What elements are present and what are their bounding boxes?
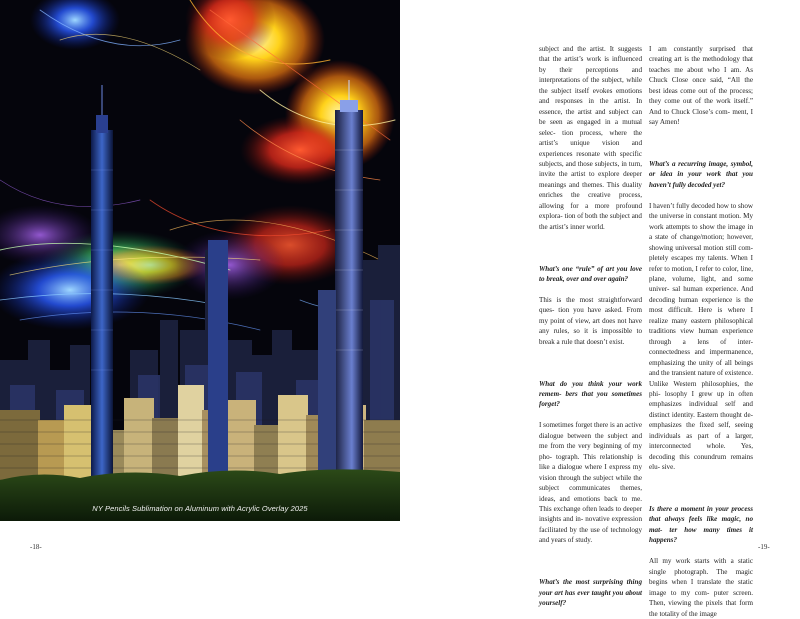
text-line: philosophical traditions view human <box>649 316 753 336</box>
text-line: often leads to deeper insights and in- <box>539 504 643 524</box>
text-line: the process; they come out of the work <box>649 86 753 106</box>
paragraph <box>649 201 753 473</box>
text-line: tion of both the subject and the artist’s <box>539 212 642 231</box>
text-line: decoding this conundrum remains elu- <box>649 452 753 472</box>
text-line: work attempts to show the image in <box>649 222 753 231</box>
question-heading <box>539 264 642 285</box>
text-line: tion you have asked. From my point <box>539 306 642 325</box>
text-line: This is the most straightforward ques- <box>539 295 642 315</box>
text-line: and the transient nature of existence. <box>649 369 753 378</box>
text-line: dialogue where I express my vision <box>539 463 642 482</box>
text-line: break, over and over again? <box>546 275 629 283</box>
text-line: What’s one “rule” of art you love to <box>539 264 642 283</box>
text-line: itself.” And to Chuck Close’s com- <box>649 97 753 116</box>
page-number-right: -19- <box>758 543 770 551</box>
text-line: sive. <box>661 463 676 472</box>
text-line: showing universal motion still com- <box>649 243 753 252</box>
text-line: ter how many times it happens? <box>649 525 754 545</box>
text-line: photograph. The magic begins when I <box>649 567 753 587</box>
text-line: through the subject while the subject <box>539 473 642 493</box>
text-line: bers that you sometimes forget? <box>539 390 642 409</box>
question-heading <box>649 504 753 546</box>
text-line: sal human experience. And decoding <box>649 285 753 304</box>
text-line: experience through a lens of inter- <box>649 327 753 346</box>
text-line: of a larger, interconnected whole. Yes, <box>649 431 753 451</box>
text-line: What’s the most surprising thing <box>539 578 642 587</box>
text-line: What’s a recurring image, symbol, <box>649 160 753 169</box>
question-heading <box>649 159 753 190</box>
text-line: subject, while the subject itself evokes <box>539 76 642 95</box>
text-line: deeper meanings and themes. This <box>539 170 643 189</box>
text-line: or idea in your work that you haven’t <box>649 170 753 189</box>
text-line: I haven’t fully decoded how to show <box>649 201 753 210</box>
text-line: the universe in constant motion. My <box>649 212 753 221</box>
text-line: that form the totality of the image <box>649 599 753 618</box>
text-column-1 <box>539 44 642 609</box>
text-line: of view, art does not have any rules, <box>539 316 643 336</box>
text-line: ment, I say Amen! <box>649 107 753 127</box>
text-line: that always feels like magic, no mat- <box>649 515 753 534</box>
paragraph <box>539 420 642 545</box>
text-line: subject and the artist. It suggests that <box>539 45 642 64</box>
text-line: be seen as engaged in a mutual selec- <box>539 118 642 137</box>
text-line: about who I am. As Chuck Close once <box>649 65 753 85</box>
text-line: communicates themes, ideas, and <box>539 484 642 503</box>
text-line: I am constantly surprised that creating <box>649 45 753 64</box>
text-line: specific subjects, and those subjects, <box>539 149 642 168</box>
text-line: your art has ever taught you about <box>539 588 642 597</box>
text-line: in turn, invite the artist to explore <box>539 159 643 179</box>
question-heading <box>539 379 642 410</box>
right-supertall-tower <box>335 80 363 521</box>
text-line: translate the static image to my com- <box>649 578 753 597</box>
text-line: plane, volume, light, and some univer- <box>649 274 753 294</box>
artwork-caption: NY Pencils Sublimation on Aluminum with Acrylic Overlay 2025 <box>92 504 308 513</box>
page-number-left: -18- <box>30 543 42 551</box>
artwork-image <box>0 0 400 521</box>
park-trees <box>0 469 400 521</box>
text-line: puter screen. Then, viewing the pixels <box>649 588 753 608</box>
text-line: losophy I grew up in often emphasizes <box>649 389 753 409</box>
text-line: a state of change/motion; however, <box>649 233 753 242</box>
text-line: doesn’t exist. <box>586 337 625 346</box>
text-line: perceptions and interpretations of the <box>539 65 643 85</box>
text-line: tion process, where the artist’s unique <box>539 128 642 148</box>
left-supertall-tower <box>91 85 113 521</box>
question-heading <box>539 577 642 608</box>
text-line: art is the methodology that teaches me <box>649 55 754 74</box>
text-line: the artist’s work is influenced by their <box>539 55 642 74</box>
text-line: Here is where I realize many eastern <box>649 306 753 325</box>
text-line: said, “All the best ideas come out of <box>649 76 753 95</box>
text-line: Unlike Western philosophies, the phi- <box>649 379 753 398</box>
text-line: novative expression facilitated by the <box>539 515 643 534</box>
text-line: fixed self, seeing individuals as part <box>649 421 753 440</box>
text-line: refer to motion, I refer to color, line, <box>649 264 753 273</box>
text-column-2 <box>649 44 753 619</box>
city-skyline-artwork <box>0 0 400 521</box>
text-line: from the very beginning of my pho- <box>539 442 642 461</box>
text-line: use of technology and years of study. <box>539 525 643 545</box>
paragraph <box>539 44 642 232</box>
text-line: tograph. This relationship is like a <box>539 452 643 472</box>
text-line: emotions and responses in the artist. <box>539 86 642 106</box>
text-line: individual self and distinct identity. <box>649 400 753 419</box>
text-line: allowing for a more profound explora- <box>539 201 642 221</box>
text-line: Is there a moment in your process <box>649 504 753 513</box>
text-line: I sometimes forget there is an active <box>539 421 642 430</box>
text-line: Eastern thought de-emphasizes the <box>649 410 753 430</box>
text-line: emotions back to me. This exchange <box>539 494 642 513</box>
text-line: What do you think your work remem- <box>539 379 642 398</box>
text-line: human experience is the most difficult. <box>649 295 753 315</box>
paragraph <box>539 295 642 347</box>
text-line: inner world. <box>570 222 605 231</box>
text-line: fully decoded yet? <box>672 180 725 189</box>
text-line: duality enriches the creative process, <box>539 180 642 200</box>
text-line: pletely escapes my talents. When I <box>649 254 753 263</box>
paragraph <box>649 44 753 128</box>
text-line: yourself? <box>539 599 567 608</box>
text-line: emphasizing the unity of all beings <box>649 358 753 367</box>
text-line: dialogue between the subject and me <box>539 431 642 451</box>
text-line: connectedness and impermanence, <box>649 348 753 357</box>
text-line: All my work starts with a static single <box>649 557 753 576</box>
text-line: so it is impossible to break a rule that <box>539 327 642 346</box>
text-line: In essence, the artist and subject can <box>539 97 642 116</box>
text-line: vision and experiences resonate with <box>539 139 643 158</box>
